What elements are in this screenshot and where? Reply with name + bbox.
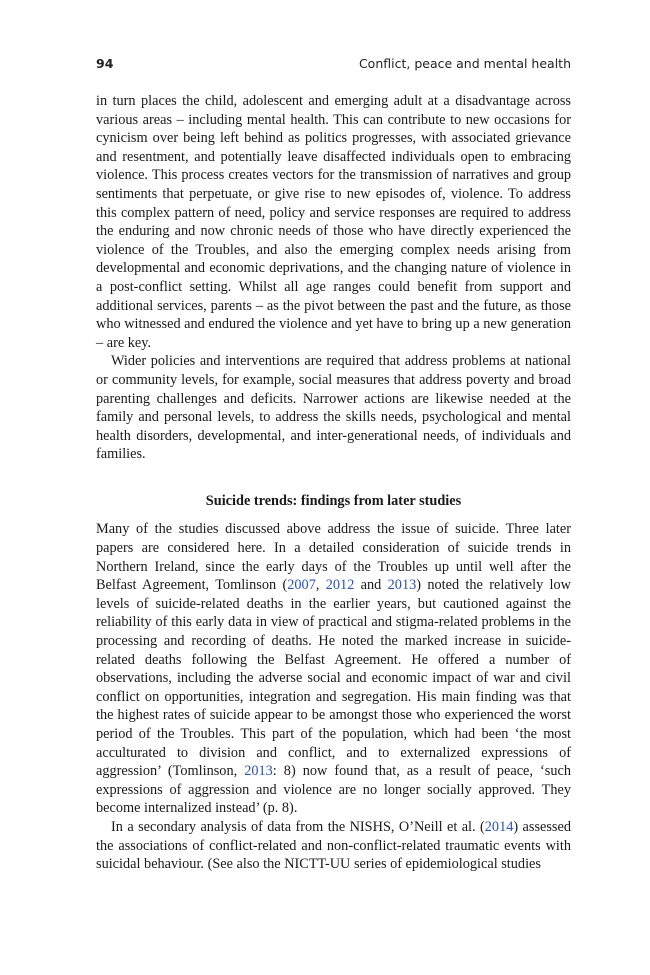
paragraph-3 — [96, 520, 571, 818]
citation-link-2007[interactable]: 2007 — [287, 577, 316, 594]
citation-link-2013[interactable]: 2013 — [387, 577, 417, 594]
paragraph-1: in turn places the child, adolescent and emerging adult at a disadvantage across various areas – including mental health. This can contribute to new occasions for cynicism over being left behind as politics progresses, with associated grievance and resentment, and potentially leave disaffected individuals open to embracing violence. This process creates vectors for the transmission of narratives and group sentiments that perpetuate, or give rise to new episodes of, violence. To address this complex pattern of need, policy and service responses are required to address the enduring and now chronic needs of those who have directly experienced the violence of the Troubles, and also the emerging complex needs arising from developmental and economic deprivations, and the changing nature of violence in a post-conflict setting. Whilst all age ranges could benefit from support and additional services, parents – as the pivot between the past and the future, as those who witnessed and endured the violence and yet have to bring up a new generation – are key. — [96, 93, 571, 351]
body-text — [96, 92, 571, 874]
paragraph-3-text: ) noted the relatively low levels of suicide-related deaths in the earlier years, but cautioned against the reliability of this early data in view of practical and stigma-related problems in the processing and recording of deaths. He noted the marked increase in suicide-related deaths following the Belfast Agreement. He offered a number of observations, including the adverse social and economic impact of war and civil conflict on opportunities, integration and segregation. His main finding was that the highest rates of suicide appear to be amongst those who experienced the worst period of the Troubles. This part of the population, which had been ‘the most acculturated to division and conflict, and to externalized expressions of aggression’ (Tomlinson, — [96, 577, 571, 780]
running-title: Conflict, peace and mental health — [358, 56, 571, 71]
citation-link-2013-second[interactable]: 2013 — [244, 763, 273, 780]
citation-separator: and — [354, 577, 388, 594]
running-header — [96, 56, 571, 74]
paragraph-4-text: ) assessed the associations of conflict-related and non-conflict-related traumatic events with suicidal behaviour. (See also the NICTT-UU series of epidemiological studies — [96, 818, 571, 873]
citation-link-2012[interactable]: 2012 — [325, 577, 355, 594]
paragraph-4-text: In a secondary analysis of data from the NISHS, O’Neill et al. ( — [111, 818, 485, 835]
paragraph-4 — [96, 818, 571, 874]
paragraph-2: Wider policies and interventions are required that address problems at national or community levels, for example, social measures that address poverty and broad parenting challenges and deficits. Narrower actions are likewise needed at the family and personal levels, to address the skills needs, psychological and mental health disorders, developmental, and inter-generational needs, of individuals and families. — [96, 353, 571, 463]
citation-link-2014[interactable]: 2014 — [484, 818, 514, 835]
citation-separator: , — [315, 577, 326, 594]
page-number: 94 — [96, 56, 114, 71]
paragraph-3-text: Many of the studies discussed above address the issue of suicide. Three later papers are considered here. In a detailed consideration of suicide trends in Northern Ireland, since the early days of the Troubles up until well after the Belfast Agreement, Tomlinson ( — [96, 521, 571, 594]
paragraph-3-text: : 8) now found that, as a result of peace, ‘such expressions of aggression and violence are no longer socially approved. They become internalized instead’ (p. 8). — [96, 763, 571, 817]
section-heading: Suicide trends: findings from later studies — [205, 492, 462, 509]
